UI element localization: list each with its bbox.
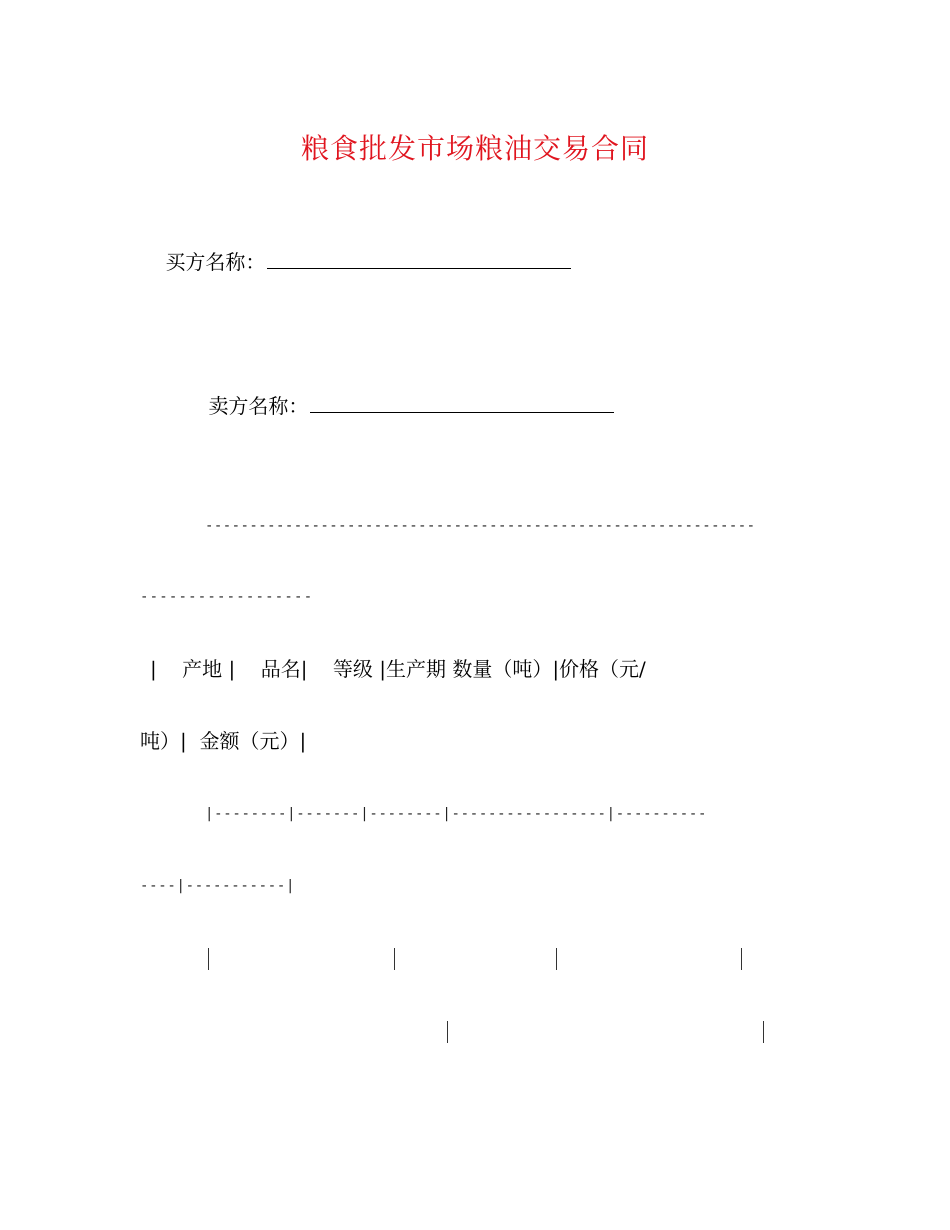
table-column-divider	[763, 1021, 764, 1043]
seller-name-blank	[310, 392, 614, 413]
table-separator-row-2: ----|-----------|	[140, 878, 296, 894]
table-column-divider	[741, 948, 742, 970]
seller-name-field	[183, 366, 614, 445]
table-column-divider	[556, 948, 557, 970]
table-header-row-2: 吨）| 金额（元）|	[140, 729, 307, 753]
table-column-divider	[394, 948, 395, 970]
table-top-border-1: --------------------------------------------------------------	[205, 518, 756, 534]
document-title: 粮食批发市场粮油交易合同	[300, 132, 649, 165]
table-column-divider	[208, 948, 209, 970]
buyer-name-blank	[267, 248, 571, 269]
table-top-border-2: ------------------	[140, 589, 314, 605]
buyer-name-label: 买方名称：	[165, 250, 266, 274]
table-header-row-1: | 产地 | 品名| 等级 |生产期 数量（吨）|价格（元/	[150, 657, 646, 681]
buyer-name-field	[140, 222, 571, 301]
table-separator-row-1: |--------|-------|--------|-----------------|----------	[205, 806, 708, 822]
table-column-divider	[447, 1021, 448, 1043]
seller-name-label: 卖方名称：	[208, 394, 309, 418]
